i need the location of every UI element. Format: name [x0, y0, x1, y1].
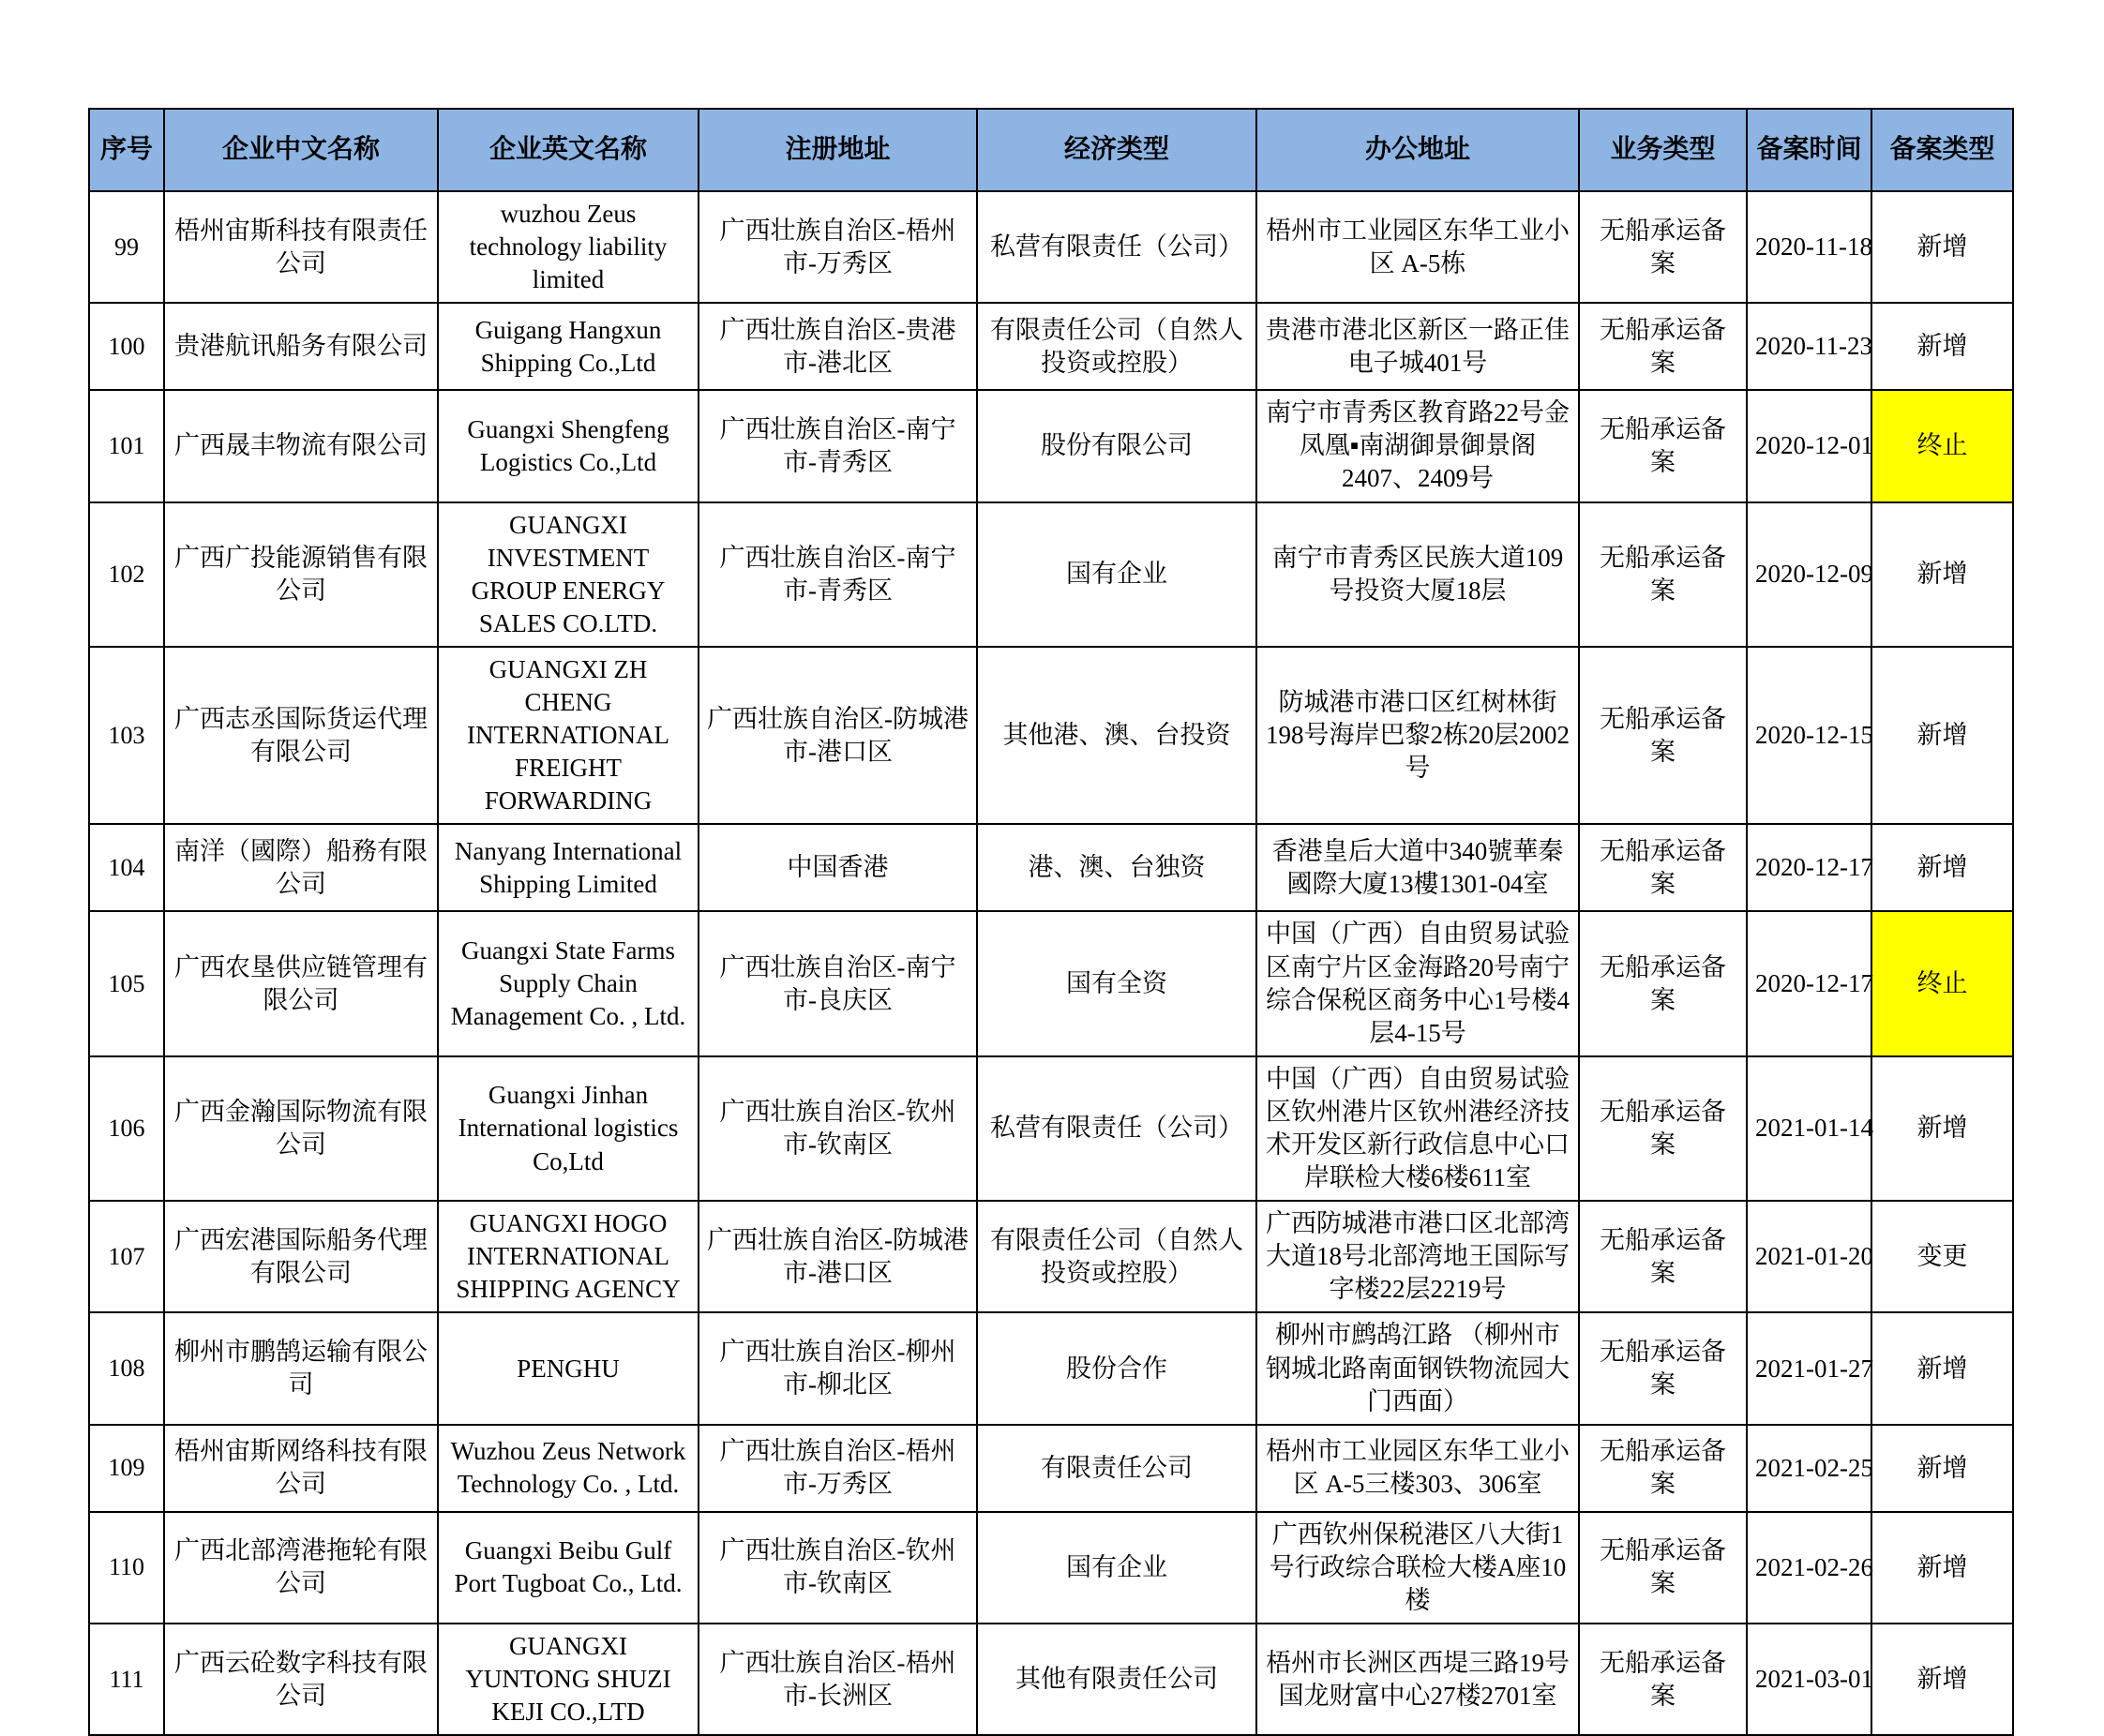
cell-reg: 广西壮族自治区-柳州市-柳北区	[699, 1312, 977, 1424]
cell-econ: 国有全资	[977, 911, 1256, 1055]
cell-econ: 有限责任公司（自然人投资或控股）	[977, 1201, 1256, 1312]
cell-cn: 南洋（國際）船務有限公司	[164, 824, 438, 911]
cell-no: 108	[89, 1312, 164, 1424]
cell-econ: 国有企业	[977, 1512, 1256, 1624]
cell-type: 新增	[1871, 824, 2013, 911]
cell-no: 103	[89, 647, 164, 824]
table-row	[89, 390, 2013, 501]
header-col-cn-name: 企业中文名称	[164, 109, 438, 191]
table-row	[89, 1312, 2013, 1424]
cell-biz: 无船承运备案	[1579, 390, 1747, 501]
table-row	[89, 1425, 2013, 1512]
table-row	[89, 191, 2013, 303]
table-body	[89, 191, 2013, 1735]
cell-biz: 无船承运备案	[1579, 1201, 1747, 1312]
cell-cn: 广西北部湾港拖轮有限公司	[164, 1512, 438, 1624]
cell-reg: 广西壮族自治区-梧州市-长洲区	[699, 1624, 977, 1735]
cell-biz: 无船承运备案	[1579, 1425, 1747, 1512]
cell-date: 2020-12-17	[1747, 824, 1871, 911]
cell-date: 2021-02-26	[1747, 1512, 1871, 1624]
table-row	[89, 647, 2013, 824]
cell-date: 2021-03-01	[1747, 1624, 1871, 1735]
cell-office: 贵港市港北区新区一路正佳电子城401号	[1256, 303, 1579, 390]
table-row	[89, 1201, 2013, 1312]
header-col-econ-type: 经济类型	[977, 109, 1256, 191]
cell-office: 梧州市工业园区东华工业小区 A-5三楼303、306室	[1256, 1425, 1579, 1512]
cell-type: 终止	[1871, 911, 2013, 1055]
cell-biz: 无船承运备案	[1579, 502, 1747, 647]
cell-en: GUANGXI YUNTONG SHUZI KEJI CO.,LTD	[438, 1624, 699, 1735]
cell-en: wuzhou Zeus technology liability limited	[438, 191, 699, 303]
cell-cn: 广西晟丰物流有限公司	[164, 390, 438, 501]
cell-type: 新增	[1871, 502, 2013, 647]
cell-cn: 广西志丞国际货运代理有限公司	[164, 647, 438, 824]
cell-no: 105	[89, 911, 164, 1055]
cell-date: 2020-11-23	[1747, 303, 1871, 390]
cell-en: GUANGXI HOGO INTERNATIONAL SHIPPING AGENCY	[438, 1201, 699, 1312]
cell-biz: 无船承运备案	[1579, 1624, 1747, 1735]
cell-no: 107	[89, 1201, 164, 1312]
cell-cn: 贵港航讯船务有限公司	[164, 303, 438, 390]
cell-date: 2021-01-20	[1747, 1201, 1871, 1312]
cell-no: 102	[89, 502, 164, 647]
company-filing-table-container	[88, 108, 2014, 1736]
cell-reg: 广西壮族自治区-钦州市-钦南区	[699, 1056, 977, 1201]
cell-reg: 广西壮族自治区-梧州市-万秀区	[699, 1425, 977, 1512]
cell-reg: 广西壮族自治区-贵港市-港北区	[699, 303, 977, 390]
cell-date: 2021-02-25	[1747, 1425, 1871, 1512]
cell-econ: 私营有限责任（公司）	[977, 191, 1256, 303]
cell-econ: 有限责任公司（自然人投资或控股）	[977, 303, 1256, 390]
header-col-office-address: 办公地址	[1256, 109, 1579, 191]
header-col-reg-address: 注册地址	[699, 109, 977, 191]
table-row	[89, 1056, 2013, 1201]
cell-biz: 无船承运备案	[1579, 191, 1747, 303]
cell-econ: 私营有限责任（公司）	[977, 1056, 1256, 1201]
cell-office: 南宁市青秀区民族大道109号投资大厦18层	[1256, 502, 1579, 647]
cell-en: Guangxi State Farms Supply Chain Management Co. , Ltd.	[438, 911, 699, 1055]
cell-cn: 柳州市鹏鹄运输有限公司	[164, 1312, 438, 1424]
cell-cn: 广西宏港国际船务代理有限公司	[164, 1201, 438, 1312]
cell-econ: 其他港、澳、台投资	[977, 647, 1256, 824]
table-row	[89, 911, 2013, 1055]
header-col-filing-date: 备案时间	[1747, 109, 1871, 191]
cell-office: 梧州市工业园区东华工业小区 A-5栋	[1256, 191, 1579, 303]
cell-biz: 无船承运备案	[1579, 1312, 1747, 1424]
header-row	[89, 109, 2013, 191]
cell-office: 柳州市鹧鸪江路 （柳州市钢城北路南面钢铁物流园大门西面）	[1256, 1312, 1579, 1424]
cell-office: 香港皇后大道中340號華秦國際大廈13樓1301-04室	[1256, 824, 1579, 911]
cell-econ: 有限责任公司	[977, 1425, 1256, 1512]
cell-en: Guangxi Jinhan International logistics Co,Ltd	[438, 1056, 699, 1201]
cell-econ: 国有企业	[977, 502, 1256, 647]
cell-econ: 其他有限责任公司	[977, 1624, 1256, 1735]
cell-type: 新增	[1871, 1624, 2013, 1735]
cell-type: 新增	[1871, 1425, 2013, 1512]
cell-date: 2021-01-27	[1747, 1312, 1871, 1424]
header-col-no: 序号	[89, 109, 164, 191]
cell-type: 新增	[1871, 1056, 2013, 1201]
cell-reg: 中国香港	[699, 824, 977, 911]
cell-no: 101	[89, 390, 164, 501]
cell-no: 109	[89, 1425, 164, 1512]
cell-office: 广西防城港市港口区北部湾大道18号北部湾地王国际写字楼22层2219号	[1256, 1201, 1579, 1312]
cell-date: 2020-12-09	[1747, 502, 1871, 647]
cell-cn: 广西广投能源销售有限公司	[164, 502, 438, 647]
cell-type: 新增	[1871, 1312, 2013, 1424]
cell-no: 100	[89, 303, 164, 390]
cell-reg: 广西壮族自治区-防城港市-港口区	[699, 1201, 977, 1312]
cell-biz: 无船承运备案	[1579, 303, 1747, 390]
cell-office: 中国（广西）自由贸易试验区钦州港片区钦州港经济技术开发区新行政信息中心口岸联检大楼6楼611室	[1256, 1056, 1579, 1201]
cell-reg: 广西壮族自治区-梧州市-万秀区	[699, 191, 977, 303]
cell-no: 111	[89, 1624, 164, 1735]
cell-reg: 广西壮族自治区-钦州市-钦南区	[699, 1512, 977, 1624]
table-row	[89, 303, 2013, 390]
cell-econ: 股份有限公司	[977, 390, 1256, 501]
cell-cn: 广西金瀚国际物流有限公司	[164, 1056, 438, 1201]
cell-office: 防城港市港口区红树林街198号海岸巴黎2栋20层2002号	[1256, 647, 1579, 824]
cell-reg: 广西壮族自治区-南宁市-良庆区	[699, 911, 977, 1055]
header-col-en-name: 企业英文名称	[438, 109, 699, 191]
cell-en: Wuzhou Zeus Network Technology Co. , Ltd.	[438, 1425, 699, 1512]
cell-en: GUANGXI INVESTMENT GROUP ENERGY SALES CO.LTD.	[438, 502, 699, 647]
cell-cn: 广西农垦供应链管理有限公司	[164, 911, 438, 1055]
table-row	[89, 502, 2013, 647]
cell-office: 梧州市长洲区西堤三路19号国龙财富中心27楼2701室	[1256, 1624, 1579, 1735]
cell-date: 2020-12-15	[1747, 647, 1871, 824]
cell-reg: 广西壮族自治区-防城港市-港口区	[699, 647, 977, 824]
cell-type: 终止	[1871, 390, 2013, 501]
cell-biz: 无船承运备案	[1579, 1512, 1747, 1624]
cell-type: 新增	[1871, 191, 2013, 303]
cell-no: 99	[89, 191, 164, 303]
cell-cn: 梧州宙斯科技有限责任公司	[164, 191, 438, 303]
cell-biz: 无船承运备案	[1579, 647, 1747, 824]
cell-biz: 无船承运备案	[1579, 824, 1747, 911]
table-row	[89, 1624, 2013, 1735]
cell-type: 新增	[1871, 1512, 2013, 1624]
cell-biz: 无船承运备案	[1579, 911, 1747, 1055]
cell-reg: 广西壮族自治区-南宁市-青秀区	[699, 390, 977, 501]
cell-en: GUANGXI ZH CHENG INTERNATIONAL FREIGHT FORWARDING	[438, 647, 699, 824]
cell-no: 110	[89, 1512, 164, 1624]
cell-en: PENGHU	[438, 1312, 699, 1424]
cell-en: Guangxi Shengfeng Logistics Co.,Ltd	[438, 390, 699, 501]
cell-no: 106	[89, 1056, 164, 1201]
table-row	[89, 824, 2013, 911]
cell-office: 广西钦州保税港区八大街1号行政综合联检大楼A座10楼	[1256, 1512, 1579, 1624]
cell-econ: 港、澳、台独资	[977, 824, 1256, 911]
cell-cn: 广西云砼数字科技有限公司	[164, 1624, 438, 1735]
header-col-filing-type: 备案类型	[1871, 109, 2013, 191]
cell-type: 变更	[1871, 1201, 2013, 1312]
cell-en: Guigang Hangxun Shipping Co.,Ltd	[438, 303, 699, 390]
cell-office: 中国（广西）自由贸易试验区南宁片区金海路20号南宁综合保税区商务中心1号楼4层4-15号	[1256, 911, 1579, 1055]
cell-en: Nanyang International Shipping Limited	[438, 824, 699, 911]
cell-cn: 梧州宙斯网络科技有限公司	[164, 1425, 438, 1512]
cell-reg: 广西壮族自治区-南宁市-青秀区	[699, 502, 977, 647]
cell-office: 南宁市青秀区教育路22号金凤凰▪南湖御景御景阁2407、2409号	[1256, 390, 1579, 501]
cell-date: 2021-01-14	[1747, 1056, 1871, 1201]
cell-econ: 股份合作	[977, 1312, 1256, 1424]
company-filing-table	[88, 108, 2014, 1736]
cell-en: Guangxi Beibu Gulf Port Tugboat Co., Ltd.	[438, 1512, 699, 1624]
cell-date: 2020-12-17	[1747, 911, 1871, 1055]
table-row	[89, 1512, 2013, 1624]
cell-date: 2020-12-01	[1747, 390, 1871, 501]
cell-no: 104	[89, 824, 164, 911]
cell-biz: 无船承运备案	[1579, 1056, 1747, 1201]
header-col-biz-type: 业务类型	[1579, 109, 1747, 191]
cell-type: 新增	[1871, 303, 2013, 390]
cell-date: 2020-11-18	[1747, 191, 1871, 303]
cell-type: 新增	[1871, 647, 2013, 824]
